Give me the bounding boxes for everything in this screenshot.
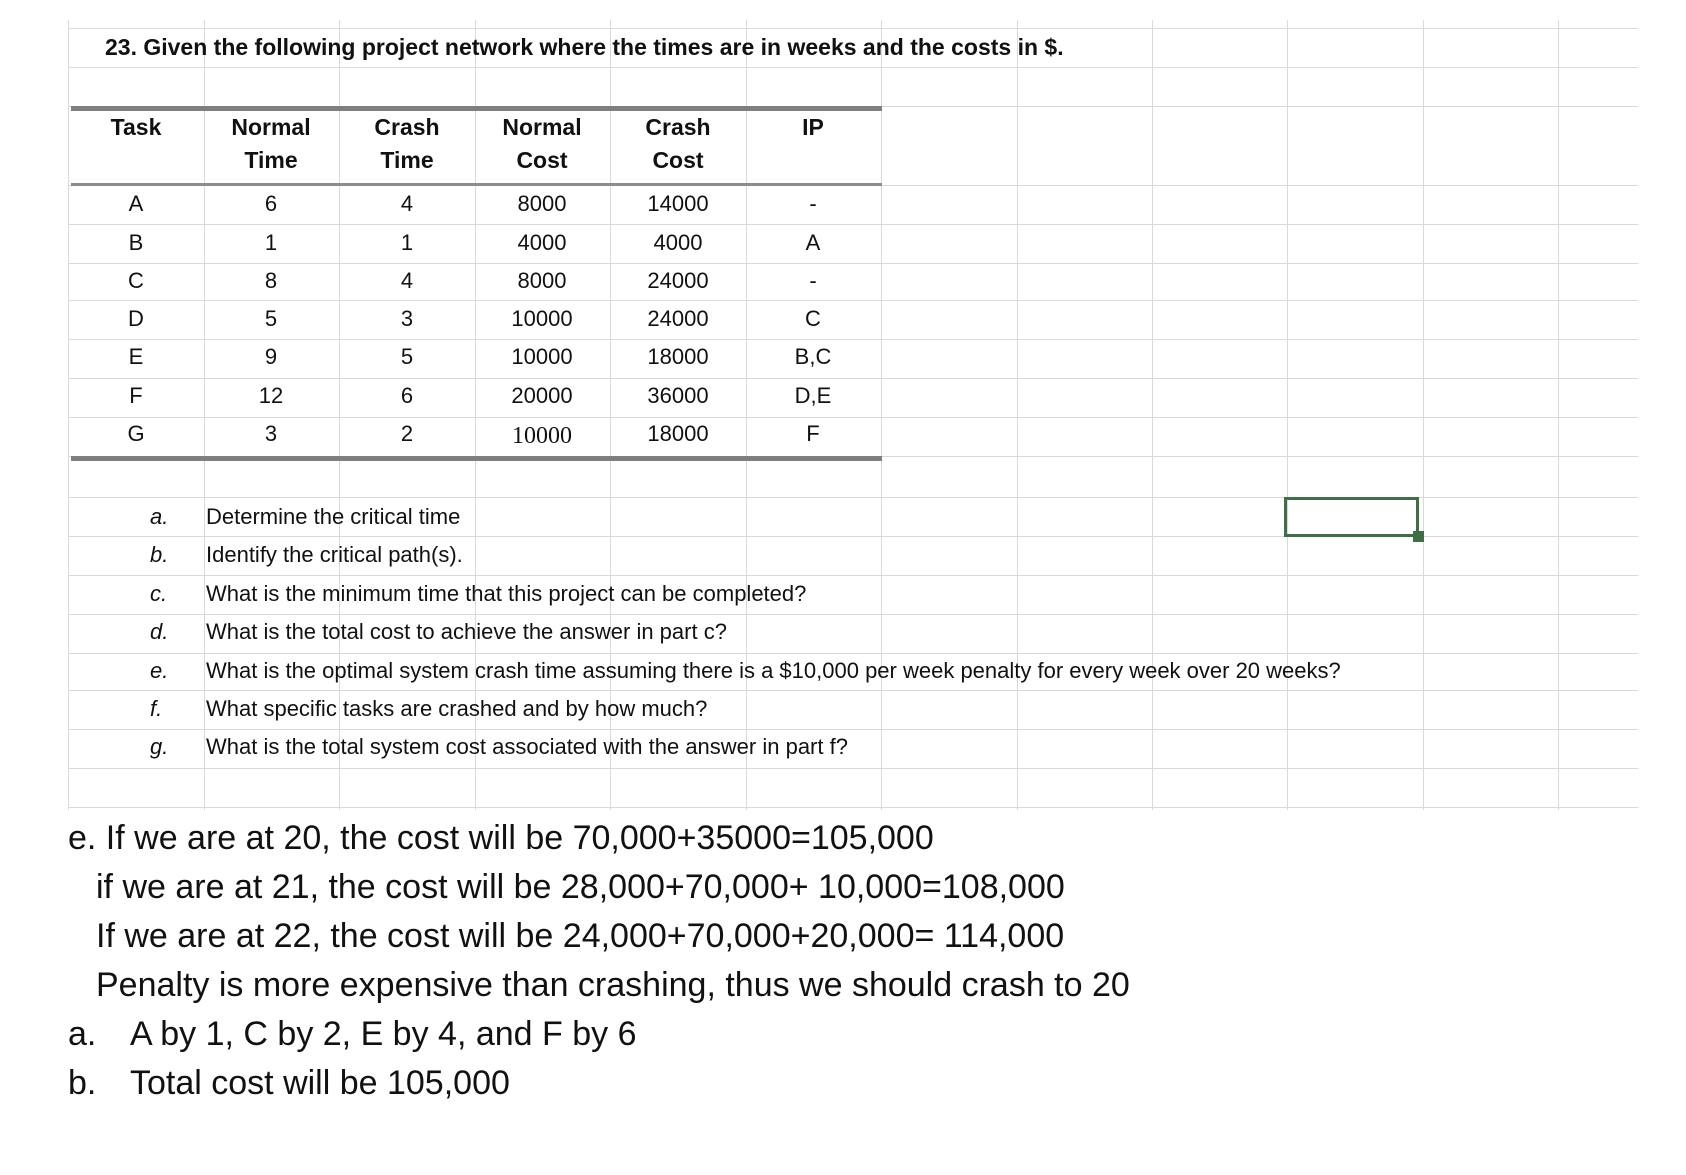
- grid-column-line: [746, 20, 747, 810]
- grid-row-line: [68, 729, 1638, 730]
- question-text: What specific tasks are crashed and by how much?: [206, 696, 708, 721]
- grid-row-line: [68, 575, 1638, 576]
- grid-column-line: [475, 20, 476, 810]
- question-text: What is the total system cost associated with the answer in part f?: [206, 734, 848, 759]
- grid-column-line: [1423, 20, 1424, 810]
- table-header-ip: IP: [802, 114, 824, 140]
- table-cell: 3: [400, 306, 414, 331]
- table-header-normal-time: Normal Time: [231, 114, 311, 173]
- table-cell: 8000: [517, 191, 567, 216]
- answer-line: e. If we are at 20, the cost will be 70,000+35000=105,000: [68, 819, 934, 857]
- table-bottom-rule: [71, 456, 882, 461]
- table-cell: 6: [264, 191, 278, 216]
- table-cell: E: [128, 344, 144, 369]
- answer-item-text: Total cost will be 105,000: [130, 1064, 510, 1102]
- table-cell: A: [805, 230, 821, 255]
- table-cell: C: [128, 268, 144, 293]
- table-header-crash-time: Crash Time: [374, 114, 440, 173]
- answer-line: Penalty is more expensive than crashing, thus we should crash to 20: [96, 966, 1130, 1004]
- table-cell: 24000: [647, 268, 709, 293]
- table-cell: 1: [400, 230, 414, 255]
- question-text: What is the total cost to achieve the answer in part c?: [206, 619, 727, 644]
- question-letter: c.: [150, 581, 168, 606]
- table-header-crash-cost: Crash Cost: [645, 114, 711, 173]
- table-cell: 10000: [512, 423, 572, 449]
- grid-column-line: [1287, 20, 1288, 810]
- fill-handle[interactable]: [1413, 531, 1424, 542]
- grid-column-line: [881, 20, 882, 810]
- grid-row-line: [68, 417, 1638, 418]
- table-header-normal-cost: Normal Cost: [502, 114, 582, 173]
- table-cell: A: [128, 191, 144, 216]
- grid-row-line: [68, 300, 1638, 301]
- table-cell: 4000: [653, 230, 703, 255]
- table-cell: 20000: [511, 383, 573, 408]
- answer-item-letter: b.: [68, 1064, 97, 1102]
- grid-column-line: [1017, 20, 1018, 810]
- table-header-rule: [71, 183, 882, 186]
- grid-column-line: [68, 20, 69, 810]
- table-cell: 18000: [647, 344, 709, 369]
- grid-row-line: [68, 224, 1638, 225]
- question-letter: f.: [150, 696, 163, 721]
- table-cell: G: [127, 421, 145, 446]
- grid-row-line: [68, 378, 1638, 379]
- grid-column-line: [339, 20, 340, 810]
- question-text: What is the minimum time that this project can be completed?: [206, 581, 807, 606]
- table-cell: 8000: [517, 268, 567, 293]
- grid-column-line: [610, 20, 611, 810]
- table-cell: -: [809, 191, 817, 216]
- table-cell: 3: [264, 421, 278, 446]
- table-cell: 5: [264, 306, 278, 331]
- problem-title: 23. Given the following project network where the times are in weeks and the costs in $.: [105, 34, 1064, 60]
- answer-item-text: A by 1, C by 2, E by 4, and F by 6: [130, 1015, 637, 1053]
- table-cell: 4: [400, 268, 414, 293]
- table-cell: 12: [258, 383, 284, 408]
- question-text: What is the optimal system crash time assuming there is a $10,000 per week penalty for every week over 20 weeks?: [206, 658, 1341, 683]
- grid-row-line: [68, 690, 1638, 691]
- table-cell: 2: [400, 421, 414, 446]
- question-letter: d.: [150, 619, 169, 644]
- table-cell: 10000: [511, 344, 573, 369]
- grid-row-line: [68, 768, 1638, 769]
- table-cell: 1: [264, 230, 278, 255]
- grid-row-line: [68, 653, 1638, 654]
- table-cell: F: [129, 383, 143, 408]
- table-cell: D,E: [794, 383, 832, 408]
- table-cell: 8: [264, 268, 278, 293]
- answer-line: if we are at 21, the cost will be 28,000+70,000+ 10,000=108,000: [96, 868, 1065, 906]
- table-cell: 36000: [647, 383, 709, 408]
- grid-row-line: [68, 807, 1638, 808]
- grid-row-line: [68, 263, 1638, 264]
- question-letter: b.: [150, 542, 169, 567]
- table-cell: 4: [400, 191, 414, 216]
- table-cell: C: [805, 306, 821, 331]
- table-cell: -: [809, 268, 817, 293]
- grid-column-line: [1558, 20, 1559, 810]
- table-header-task: Task: [110, 114, 162, 140]
- grid-row-line: [68, 614, 1638, 615]
- table-cell: 14000: [647, 191, 709, 216]
- table-cell: D: [128, 306, 144, 331]
- answer-line: If we are at 22, the cost will be 24,000+70,000+20,000= 114,000: [96, 917, 1065, 955]
- question-letter: e.: [150, 658, 169, 683]
- grid-row-line: [68, 67, 1638, 68]
- table-cell: B,C: [794, 344, 832, 369]
- question-letter: a.: [150, 504, 169, 529]
- question-letter: g.: [150, 734, 169, 759]
- question-text: Identify the critical path(s).: [206, 542, 463, 567]
- table-cell: 9: [264, 344, 278, 369]
- table-cell: 5: [400, 344, 414, 369]
- table-cell: 10000: [511, 306, 573, 331]
- question-text: Determine the critical time: [206, 504, 461, 529]
- table-cell: 6: [400, 383, 414, 408]
- grid-column-line: [1152, 20, 1153, 810]
- grid-row-line: [68, 339, 1638, 340]
- table-cell: 4000: [517, 230, 567, 255]
- answer-item-letter: a.: [68, 1015, 97, 1053]
- table-cell: F: [806, 421, 820, 446]
- table-cell: B: [128, 230, 144, 255]
- selected-cell[interactable]: [1284, 497, 1419, 537]
- table-cell: 24000: [647, 306, 709, 331]
- grid-row-line: [68, 28, 1638, 29]
- grid-column-line: [204, 20, 205, 810]
- table-cell: 18000: [647, 421, 709, 446]
